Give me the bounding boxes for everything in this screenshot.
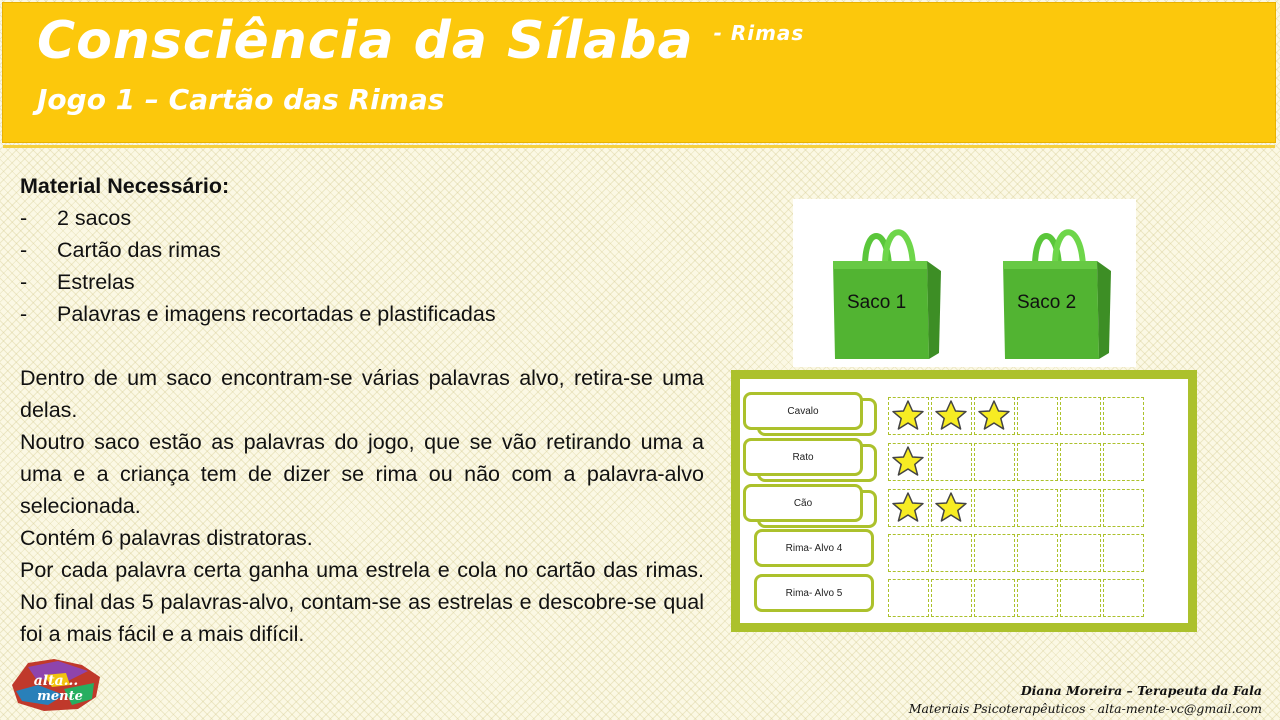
star-icon (977, 399, 1011, 433)
star-cell (1103, 489, 1144, 527)
star-cell (1060, 397, 1101, 435)
star-cell (1060, 443, 1101, 481)
instructions (20, 170, 704, 650)
star-cell (1060, 579, 1101, 617)
star-cell (931, 579, 972, 617)
description-paragraph: Por cada palavra certa ganha uma estrela e cola no cartão das rimas. No final das 5 palavras-alvo, contam-se as estrelas e descobre-se qual foi a mais fácil e a mais difícil. (20, 558, 704, 646)
star-cell (931, 534, 972, 572)
star-icon (891, 491, 925, 525)
star-cell (974, 489, 1015, 527)
description-paragraph: Contém 6 palavras distratoras. (20, 526, 313, 550)
star-cell (888, 579, 929, 617)
star-cell (1103, 397, 1144, 435)
star-cell (1017, 489, 1058, 527)
bag-label: Saco 2 (1017, 292, 1077, 313)
star-icon (891, 445, 925, 479)
title-suffix: - Rimas (713, 21, 805, 45)
bag-label: Saco 1 (847, 292, 907, 313)
svg-text:mente: mente (37, 689, 83, 704)
bags-illustration (793, 199, 1136, 367)
alta-mente-logo (8, 655, 104, 713)
rhyme-target-tag: Cavalo (743, 392, 863, 430)
star-cell (1060, 489, 1101, 527)
material-heading: Material Necessário: (20, 174, 230, 198)
star-icon (934, 399, 968, 433)
material-list (20, 202, 704, 330)
author-credit: Diana Moreira – Terapeuta da Fala (1020, 683, 1262, 698)
shopping-bag-icon (997, 221, 1117, 361)
star-cell (1017, 534, 1058, 572)
star-cell (888, 534, 929, 572)
star-cell (1017, 443, 1058, 481)
star-cell (974, 579, 1015, 617)
material-item: - Palavras e imagens recortadas e plastificadas (20, 298, 704, 330)
material-item: - 2 sacos (20, 202, 704, 234)
page-title: Consciência da Sílaba $^{- Rimas}$ (37, 11, 805, 71)
star-cell (1017, 397, 1058, 435)
materials-credit: Materiais Psicoterapêuticos - alta-mente-vc@gmail.com (908, 701, 1262, 716)
header-banner (2, 2, 1276, 143)
description-paragraph: Noutro saco estão as palavras do jogo, que se vão retirando uma a uma e a criança tem de dizer se rima ou não com a palavra-alvo selecionada. (20, 430, 704, 518)
rhyme-target-tag: Rima- Alvo 5 (754, 574, 874, 612)
description-paragraph: Dentro de um saco encontram-se várias palavras alvo, retira-se uma delas. (20, 366, 704, 422)
rhyme-card (731, 370, 1197, 632)
svg-text:alta...: alta... (33, 673, 79, 689)
star-icon (891, 399, 925, 433)
material-item: - Estrelas (20, 266, 704, 298)
star-cell (974, 443, 1015, 481)
rhyme-target-tag: Cão (743, 484, 863, 522)
star-icon (934, 491, 968, 525)
star-cell (1017, 579, 1058, 617)
rhyme-target-tag: Rima- Alvo 4 (754, 529, 874, 567)
material-item: - Cartão das rimas (20, 234, 704, 266)
page-subtitle: Jogo 1 – Cartão das Rimas (37, 83, 445, 116)
star-cell (931, 443, 972, 481)
star-cell (1103, 443, 1144, 481)
star-cell (1060, 534, 1101, 572)
rhyme-target-tag: Rato (743, 438, 863, 476)
star-cell (1103, 534, 1144, 572)
shopping-bag-icon (827, 221, 947, 361)
star-cell (974, 534, 1015, 572)
star-cell (1103, 579, 1144, 617)
